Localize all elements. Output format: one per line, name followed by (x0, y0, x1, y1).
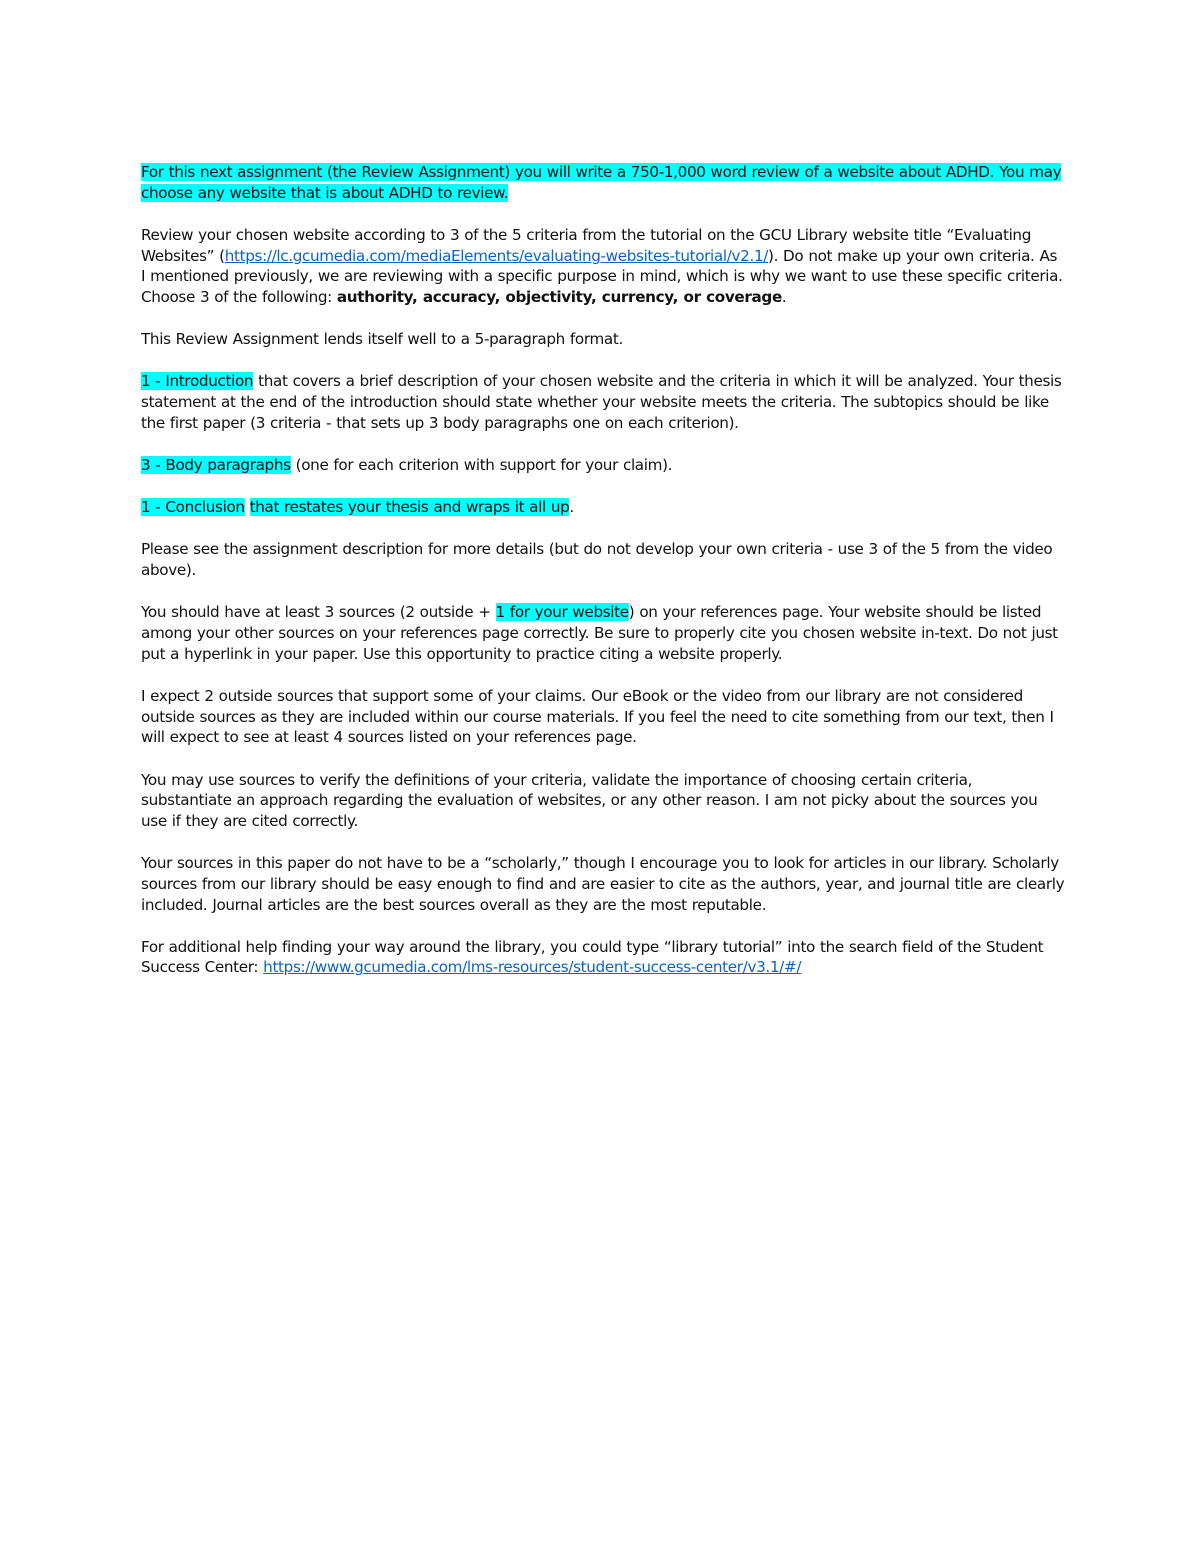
highlighted-text: 3 - Body paragraphs (141, 456, 291, 475)
highlighted-text: 1 - Introduction (141, 372, 254, 391)
paragraph-text: This Review Assignment lends itself well to a 5-paragraph format. (141, 330, 623, 349)
paragraph-text: . (569, 498, 574, 517)
paragraph-text: You should have at least 3 sources (2 outside + (141, 603, 496, 622)
paragraph-text: I expect 2 outside sources that support some of your claims. Our eBook or the video from our library are not considered outside sources as they are included within our course materials. If you feel the need to cite something from our text, then I will expect to see at least 4 sources listed on your references page. (141, 686, 1054, 747)
paragraph-scholarly (141, 853, 1066, 915)
paragraph-library-help (141, 937, 1066, 978)
highlighted-text: 1 - Conclusion (141, 498, 245, 517)
paragraph-outside-sources (141, 686, 1066, 748)
paragraph-body-item (141, 455, 1066, 476)
paragraph-source-uses (141, 770, 1066, 832)
paragraph-text: Review your chosen website according to 3 of the 5 criteria from the tutorial on the GCU Library website title “Evaluating Websites” ( (141, 225, 1031, 265)
paragraph-text: ). Do not make up your own criteria. As I mentioned previously, we are reviewing with a specific purpose in mind, which is why we want to use these specific criteria. Choose 3 of the following: (141, 246, 1063, 307)
document-body (141, 162, 1066, 1000)
paragraph-text: ) on your references page. Your website should be listed among your other sources on your references page correctly. Be sure to properly cite you chosen website in-text. Do not just put a hyperlink in your paper. Use this opportunity to practice citing a website properly. (141, 603, 1058, 663)
paragraph-intro (141, 162, 1066, 203)
paragraph-text: Your sources in this paper do not have to be a “scholarly,” though I encourage you to look for articles in our library. Scholarly sources from our library should be easy enough to find and are easier to cite as the authors, year, and journal title are clearly included. Journal articles are the best sources overall as they are the most reputable. (141, 854, 1065, 914)
tutorial-link[interactable]: https://lc.gcumedia.com/mediaElements/evaluating-websites-tutorial/v2.1/ (224, 246, 769, 265)
paragraph-details (141, 539, 1066, 580)
paragraph-format (141, 329, 1066, 350)
paragraph-sources (141, 602, 1066, 664)
paragraph-text: (one for each criterion with support for your claim). (290, 456, 673, 475)
paragraph-text: Please see the assignment description for more details (but do not develop your own criteria - use 3 of the 5 from the video above). (141, 540, 1053, 580)
paragraph-text: For additional help finding your way around the library, you could type “library tutorial” into the search field of the Student Success Center: (141, 937, 1044, 977)
paragraph-text: You may use sources to verify the definitions of your criteria, validate the importance of choosing certain criteria, substantiate an approach regarding the evaluation of websites, or any other reason. I am not picky about the sources you use if they are cited correctly. (141, 770, 1038, 830)
paragraph-conclusion-item (141, 497, 1066, 518)
highlighted-text: that restates your thesis and wraps it all up (249, 498, 570, 517)
highlighted-text: 1 for your website (495, 603, 629, 622)
paragraph-introduction-item (141, 371, 1066, 433)
paragraph-text: . (781, 288, 787, 307)
criteria-list-bold: authority, accuracy, objectivity, currency, or coverage (336, 288, 782, 307)
paragraph-text (245, 498, 250, 516)
student-success-center-link[interactable]: https://www.gcumedia.com/lms-resources/student-success-center/v3.1/#/ (263, 958, 802, 977)
paragraph-criteria (141, 225, 1066, 308)
highlighted-text: For this next assignment (the Review Assignment) you will write a 750-1,000 word review of a website about ADHD. You may choose any website that is about ADHD to review. (141, 163, 1062, 202)
paragraph-text: that covers a brief description of your chosen website and the criteria in which it will be analyzed. Your thesis statement at the end of the introduction should state whether your website meets the criteria. The subtopics should be like the first paper (3 criteria - that sets up 3 body paragraphs one on each criterion). (141, 372, 1062, 432)
